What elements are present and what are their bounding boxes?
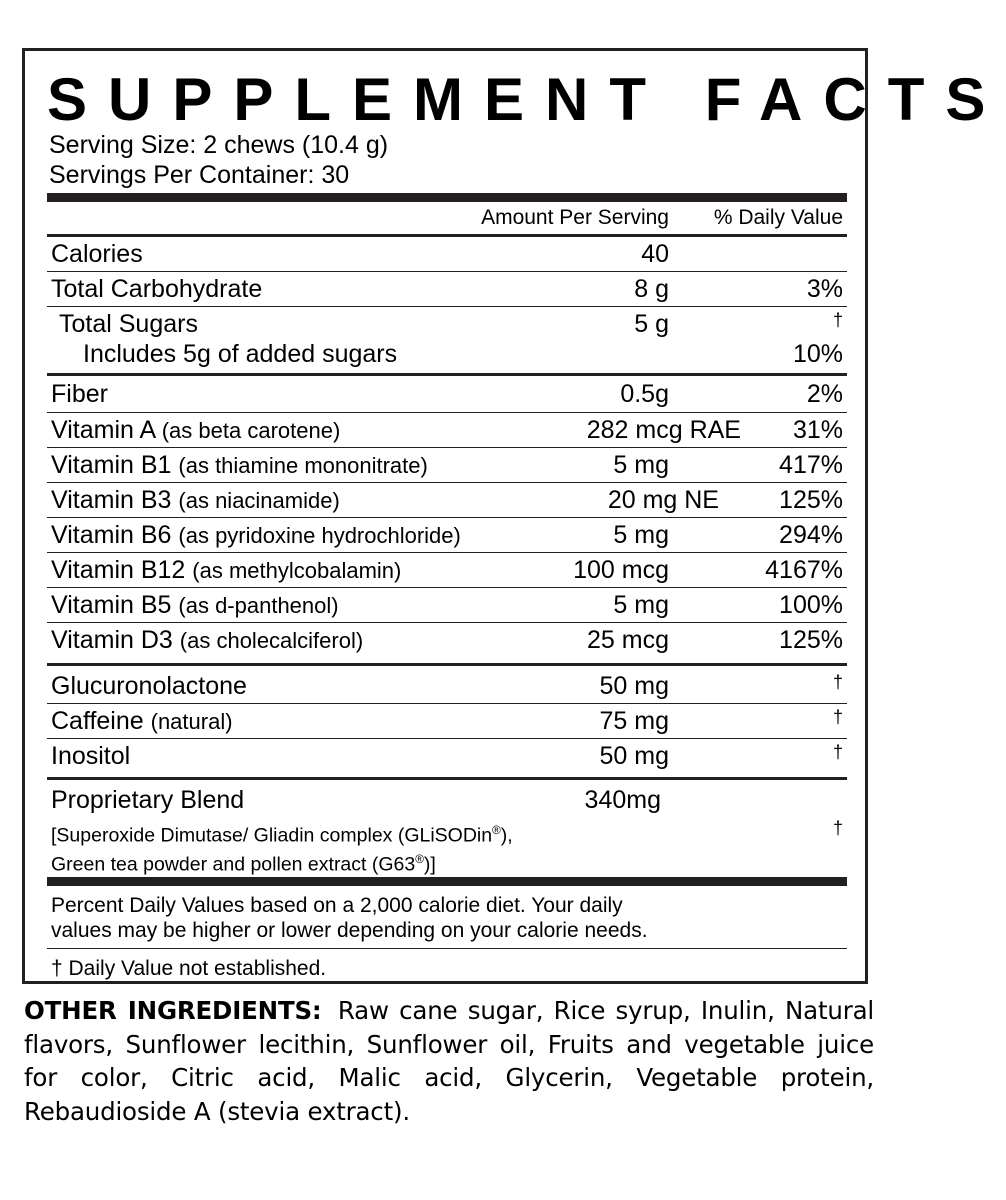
servings-per-container: Servings Per Container: 30 [49,161,350,189]
blend-components-line2: Green tea powder and pollen extract (G63®)] [51,853,436,876]
supplement-facts-panel [22,48,1006,984]
vitamin-row [47,413,847,447]
divider-section [47,777,847,780]
vitamin-row [47,483,847,517]
dagger-mark: † [832,707,843,727]
vitamin-dv: 31% [792,416,843,444]
ingredient-name: Caffeine (natural) [51,707,233,735]
vitamin-row [47,588,847,622]
nutrient-row-carbohydrate [47,272,847,306]
nutrient-dv: 2% [806,380,843,408]
ingredient-row [47,669,847,703]
vitamin-amount: 25 mcg [587,626,669,654]
dagger-mark: † [832,742,843,762]
footnote-divider [47,948,847,949]
ingredient-row [47,704,847,738]
nutrient-amount: 8 g [634,275,669,303]
nutrient-name: Total Sugars [59,310,198,338]
nutrient-dv: 3% [806,275,843,303]
blend-row [47,783,847,817]
ingredient-row [47,739,847,773]
nutrient-name: Fiber [51,380,108,408]
vitamin-name: Vitamin A (as beta carotene) [51,416,341,444]
vitamin-name: Vitamin B3 (as niacinamide) [51,486,340,514]
vitamin-row [47,518,847,552]
dagger-mark: † [832,818,843,838]
vitamin-amount: 5 mg [613,451,669,479]
blend-components-line1: [Superoxide Dimutase/ Gliadin complex (GLiSODin®), [51,824,513,847]
nutrient-amount: 40 [641,240,669,268]
nutrient-row-fiber [47,377,847,411]
ingredient-name: Inositol [51,742,131,770]
ingredient-amount: 50 mg [599,672,669,700]
header-daily-value: % Daily Value [713,206,843,229]
header-amount: Amount Per Serving [481,206,669,229]
divider-section [47,373,847,376]
other-ingredients [24,994,874,1128]
vitamin-dv: 100% [779,591,843,619]
nutrient-row-added-sugars [47,337,847,371]
footnote-line2: values may be higher or lower depending on your calorie needs. [51,919,648,942]
nutrient-amount: 5 g [634,310,669,338]
vitamin-dv: 294% [779,521,843,549]
blend-name: Proprietary Blend [51,786,245,814]
vitamin-row [47,623,847,657]
footnote-line1: Percent Daily Values based on a 2,000 calorie diet. Your daily [51,894,623,917]
nutrient-name: Total Carbohydrate [51,275,263,303]
dagger-mark: † [832,672,843,692]
other-ingredients-text: Raw cane sugar, Rice syrup, Inulin, Natural flavors, Sunflower lecithin, Sunflower oil, Fruits and vegetable juice for color, Citric acid, Malic acid, Glycerin, Vegetable protein, Rebaudioside A (stevia extract). [24,996,874,1126]
nutrient-row-sugars [47,307,847,341]
serving-size: Serving Size: 2 chews (10.4 g) [49,131,389,159]
vitamin-name: Vitamin B12 (as methylcobalamin) [51,556,402,584]
divider-thick [47,877,847,886]
divider-section [47,663,847,666]
vitamin-row [47,448,847,482]
panel-title: SUPPLEMENT FACTS [47,66,1006,133]
other-ingredients-label: OTHER INGREDIENTS: [24,996,322,1025]
vitamin-dv: 417% [779,451,843,479]
nutrient-row-calories [47,237,847,271]
ingredient-name: Glucuronolactone [51,672,247,700]
blend-amount: 340mg [584,786,661,814]
vitamin-amount: 5 mg [613,591,669,619]
ingredient-amount: 50 mg [599,742,669,770]
ingredient-amount: 75 mg [599,707,669,735]
vitamin-dv: 125% [779,486,843,514]
vitamin-name: Vitamin D3 (as cholecalciferol) [51,626,364,654]
vitamin-amount: 100 mcg [573,556,669,584]
divider-thick [47,193,847,202]
vitamin-dv: 125% [779,626,843,654]
vitamin-row [47,553,847,587]
vitamin-name: Vitamin B5 (as d-panthenol) [51,591,339,619]
vitamin-name: Vitamin B6 (as pyridoxine hydrochloride) [51,521,461,549]
nutrient-name: Calories [51,240,143,268]
vitamin-dv: 4167% [765,556,843,584]
vitamin-amount: 20 mg NE [607,486,719,514]
nutrient-name: Includes 5g of added sugars [83,340,398,368]
dagger-footnote: † Daily Value not established. [51,957,327,980]
vitamin-amount: 282 mcg RAE [586,416,741,444]
vitamin-name: Vitamin B1 (as thiamine mononitrate) [51,451,428,479]
vitamin-amount: 5 mg [613,521,669,549]
nutrient-dv: 10% [792,340,843,368]
nutrient-amount: 0.5g [620,380,669,408]
dagger-mark: † [832,310,843,330]
